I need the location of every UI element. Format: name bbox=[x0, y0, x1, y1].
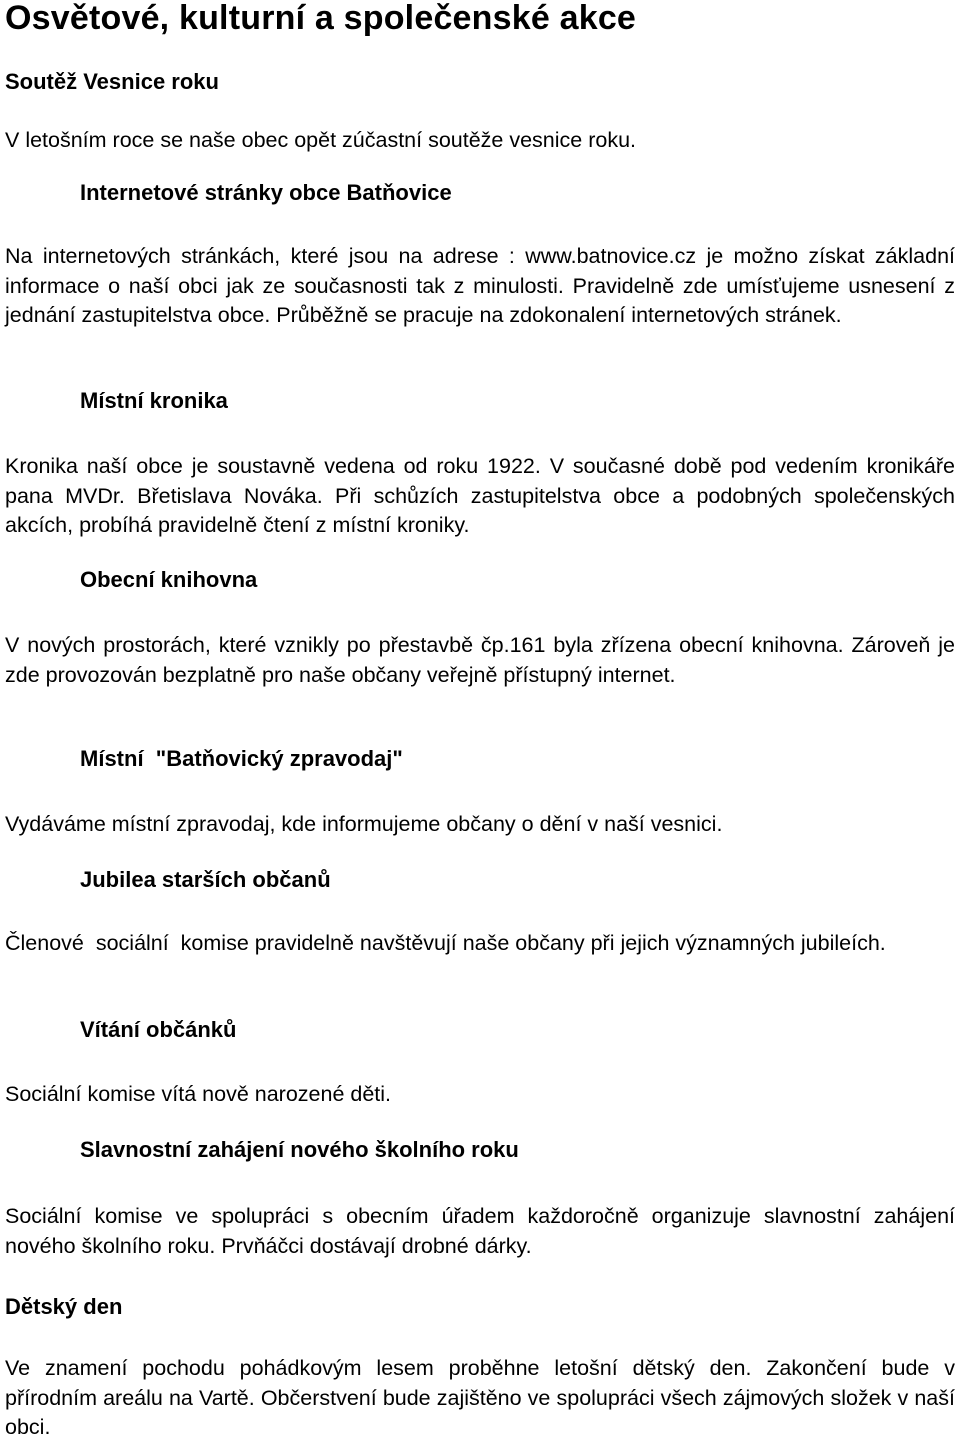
heading-zpravodaj: Místní "Batňovický zpravodaj" bbox=[80, 746, 403, 771]
paragraph-internetove-stranky: Na internetových stránkách, které jsou na adrese : www.batnovice.cz je možno získat základní informace o naší obci jak ze současnosti tak z minulosti. Pravidelně zde umísťujeme usnesení z jednání zastupitelstva obce. Průběžně se pracuje na zdokonalení internetových stránek. bbox=[5, 244, 955, 327]
paragraph-zpravodaj: Vydáváme místní zpravodaj, kde informujeme občany o dění v naší vesnici. bbox=[5, 812, 723, 836]
heading-skolni-rok: Slavnostní zahájení nového školního roku bbox=[80, 1137, 519, 1162]
heading-vesnice-roku: Soutěž Vesnice roku bbox=[5, 69, 219, 94]
heading-mistni-kronika: Místní kronika bbox=[80, 388, 228, 413]
paragraph-detsky-den: Ve znamení pochodu pohádkovým lesem proběhne letošní dětský den. Zakončení bude v přírodním areálu na Vartě. Občerstvení bude zajištěno ve spolupráci všech zájmových složek v naší obci. bbox=[5, 1356, 955, 1439]
page-title: Osvětové, kulturní a společenské akce bbox=[5, 0, 637, 37]
paragraph-vitani-obcanku: Sociální komise vítá nově narozené děti. bbox=[5, 1082, 392, 1106]
heading-detsky-den: Dětský den bbox=[5, 1294, 123, 1319]
heading-jubilea: Jubilea starších občanů bbox=[80, 867, 331, 892]
heading-obecni-knihovna: Obecní knihovna bbox=[80, 567, 258, 592]
paragraph-mistni-kronika: Kronika naší obce je soustavně vedena od roku 1922. V současné době pod vedením kronikáře pana MVDr. Břetislava Nováka. Při schůzích zastupitelstva obce a podobných společenských akcích, probíhá pravidelně čtení z místní kroniky. bbox=[5, 454, 955, 537]
paragraph-skolni-rok: Sociální komise ve spolupráci s obecním úřadem každoročně organizuje slavnostní zahájení nového školního roku. Prvňáčci dostávají drobné dárky. bbox=[5, 1204, 955, 1258]
paragraph-obecni-knihovna: V nových prostorách, které vznikly po přestavbě čp.161 byla zřízena obecní knihovna. Zároveň je zde provozován bezplatně pro naše občany veřejně přístupný internet. bbox=[5, 633, 955, 687]
paragraph-jubilea: Členové sociální komise pravidelně navštěvují naše občany při jejich významných jubileích. bbox=[5, 931, 886, 955]
heading-vitani-obcanku: Vítání občánků bbox=[80, 1017, 237, 1042]
heading-internetove-stranky: Internetové stránky obce Batňovice bbox=[80, 180, 452, 205]
paragraph-vesnice-roku: V letošním roce se naše obec opět zúčastní soutěže vesnice roku. bbox=[5, 128, 637, 152]
